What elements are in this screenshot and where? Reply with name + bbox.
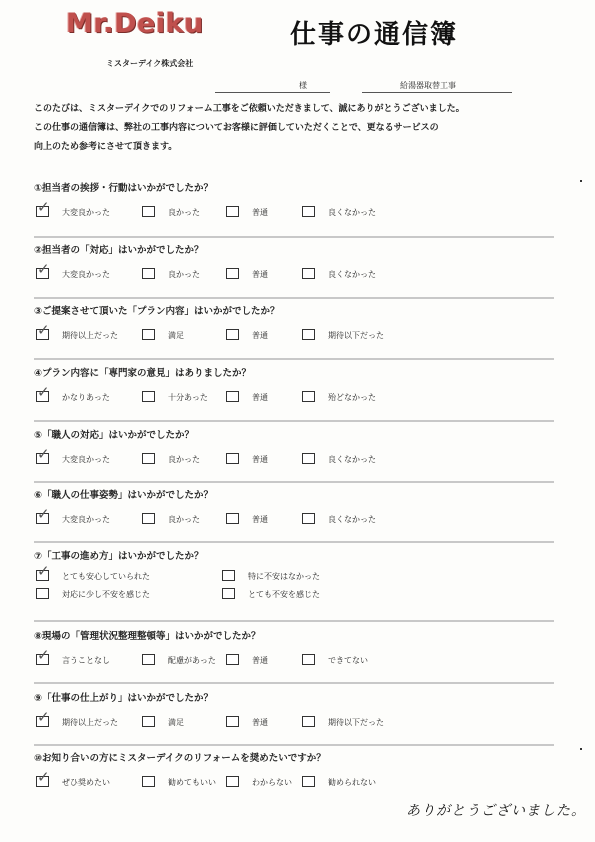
rating-checkbox[interactable] [302, 268, 315, 279]
option-label: 良かった [168, 455, 200, 464]
job-name: 給湯器取替工事 [400, 81, 456, 90]
option-label: 良くなかった [328, 208, 376, 217]
rating-checkbox[interactable] [226, 391, 239, 402]
rating-checkbox[interactable] [226, 453, 239, 464]
rating-checkbox[interactable] [142, 391, 155, 402]
section-divider [34, 541, 554, 543]
rating-checkbox[interactable] [142, 329, 155, 340]
rating-checkbox[interactable] [142, 776, 155, 787]
intro-line: 向上のため参考にさせて頂きます。 [34, 142, 178, 152]
option-label: 勧めてもいい [168, 778, 216, 787]
option-label: 大変良かった [62, 208, 110, 217]
option-label: かなりあった [62, 393, 110, 402]
rating-checkbox[interactable] [302, 206, 315, 217]
section-divider [34, 420, 554, 422]
option-label: 普通 [252, 393, 268, 402]
question-text: ⑥「職人の仕事姿勢」はいかがでしたか？ [34, 490, 214, 501]
option-label: 大変良かった [62, 270, 110, 279]
option-label: わからない [252, 778, 292, 787]
option-label: 配慮があった [168, 656, 216, 665]
rating-checkbox[interactable] [226, 654, 239, 665]
option-label: 対応に少し不安を感じた [62, 590, 150, 599]
option-label: 大変良かった [62, 455, 110, 464]
section-divider [34, 358, 554, 360]
option-label: とても不安を感じた [248, 590, 320, 599]
rating-checkbox[interactable] [302, 513, 315, 524]
check-mark-icon: ✓ [37, 321, 50, 339]
question-text: ⑩お知り合いの方にミスターデイクのリフォームを奨めたいですか？ [34, 753, 326, 764]
question-text: ⑦「工事の進め方」はいかがでしたか？ [34, 551, 204, 562]
check-mark-icon: ✓ [37, 646, 50, 664]
rating-checkbox[interactable] [302, 654, 315, 665]
rating-checkbox[interactable] [142, 716, 155, 727]
option-label: 特に不安はなかった [248, 572, 320, 581]
intro-line: この仕事の通信簿は、弊社の工事内容についてお客様に評価していただくことで、更なるサービスの [34, 123, 439, 133]
section-divider [34, 744, 554, 746]
option-label: 十分あった [168, 393, 208, 402]
option-label: 良かった [168, 515, 200, 524]
question-text: ⑨「仕事の仕上がり」はいかがでしたか？ [34, 693, 214, 704]
rating-checkbox[interactable] [302, 453, 315, 464]
option-label: 普通 [252, 515, 268, 524]
check-mark-icon: ✓ [37, 562, 50, 580]
page-title: 仕事の通信簿 [290, 20, 459, 50]
intro-text [34, 100, 554, 157]
check-mark-icon: ✓ [37, 198, 50, 216]
customer-name-line [215, 92, 330, 93]
option-label: 普通 [252, 718, 268, 727]
section-divider [34, 481, 554, 483]
option-label: ぜひ奨めたい [62, 778, 110, 787]
rating-checkbox[interactable] [142, 654, 155, 665]
rating-checkbox[interactable] [226, 206, 239, 217]
check-mark-icon: ✓ [37, 708, 50, 726]
rating-checkbox[interactable] [36, 588, 49, 599]
rating-checkbox[interactable] [302, 776, 315, 787]
job-name-line [362, 92, 512, 93]
option-label: 普通 [252, 656, 268, 665]
scan-mark [580, 748, 582, 750]
rating-checkbox[interactable] [142, 513, 155, 524]
option-label: 良くなかった [328, 455, 376, 464]
intro-line: このたびは、ミスターデイクでのリフォーム工事をご依頼いただきまして、誠にありがとうございました。 [34, 104, 465, 114]
option-label: 期待以上だった [62, 718, 118, 727]
company-name: ミスターデイク株式会社 [106, 59, 194, 68]
option-label: とても安心していられた [62, 572, 150, 581]
option-label: 普通 [252, 208, 268, 217]
rating-checkbox[interactable] [222, 570, 235, 581]
check-mark-icon: ✓ [37, 505, 50, 523]
option-label: 期待以下だった [328, 331, 384, 340]
option-label: 殆どなかった [328, 393, 376, 402]
rating-checkbox[interactable] [226, 776, 239, 787]
section-divider [34, 297, 554, 299]
question-text: ⑧現場の「管理状況整理整頓等」はいかがでしたか？ [34, 631, 261, 642]
question-text: ⑤「職人の対応」はいかがでしたか？ [34, 430, 195, 441]
option-label: 勧められない [328, 778, 376, 787]
option-label: 満足 [168, 718, 184, 727]
option-label: 良かった [168, 208, 200, 217]
rating-checkbox[interactable] [142, 206, 155, 217]
section-divider [34, 236, 554, 238]
section-divider [34, 682, 554, 684]
option-label: できてない [328, 656, 368, 665]
handwritten-thanks: ありがとうございました。 [406, 803, 586, 819]
option-label: 良くなかった [328, 270, 376, 279]
rating-checkbox[interactable] [226, 716, 239, 727]
check-mark-icon: ✓ [37, 383, 50, 401]
rating-checkbox[interactable] [302, 716, 315, 727]
option-label: 良かった [168, 270, 200, 279]
check-mark-icon: ✓ [37, 768, 50, 786]
option-label: 満足 [168, 331, 184, 340]
rating-checkbox[interactable] [302, 391, 315, 402]
option-label: 期待以下だった [328, 718, 384, 727]
question-text: ①担当者の挨拶・行動はいかがでしたか？ [34, 183, 214, 194]
section-divider [34, 620, 554, 622]
company-logo: Mr.Deiku [66, 8, 204, 39]
rating-checkbox[interactable] [222, 588, 235, 599]
check-mark-icon: ✓ [37, 260, 50, 278]
rating-checkbox[interactable] [142, 268, 155, 279]
question-text: ④プラン内容に「専門家の意見」はありましたか？ [34, 368, 252, 379]
option-label: 大変良かった [62, 515, 110, 524]
rating-checkbox[interactable] [226, 329, 239, 340]
option-label: 期待以上だった [62, 331, 118, 340]
question-text: ②担当者の「対応」はいかがでしたか？ [34, 245, 204, 256]
question-text: ③ご提案させて頂いた「プラン内容」はいかがでしたか？ [34, 306, 280, 317]
option-label: 言うことなし [62, 656, 110, 665]
rating-checkbox[interactable] [226, 513, 239, 524]
rating-checkbox[interactable] [226, 268, 239, 279]
option-label: 良くなかった [328, 515, 376, 524]
customer-suffix: 様 [299, 81, 307, 90]
option-label: 普通 [252, 331, 268, 340]
option-label: 普通 [252, 455, 268, 464]
rating-checkbox[interactable] [302, 329, 315, 340]
check-mark-icon: ✓ [37, 445, 50, 463]
scan-mark [580, 180, 582, 182]
rating-checkbox[interactable] [142, 453, 155, 464]
option-label: 普通 [252, 270, 268, 279]
